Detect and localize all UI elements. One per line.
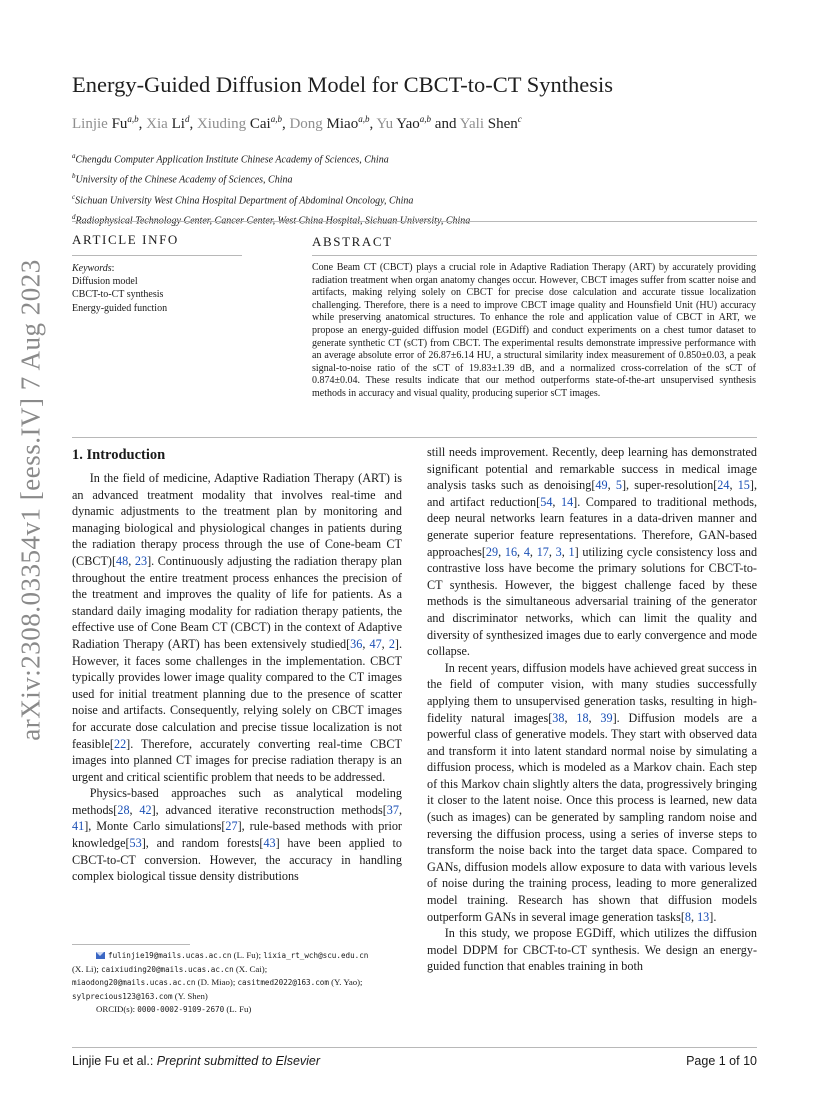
orcid-name: (L. Fu) — [224, 1004, 252, 1015]
citation-link[interactable]: 48 — [116, 553, 129, 568]
affiliation-text: Radiophysical Technology Center, Cancer Center, West China Hospital, Sichuan University, China — [75, 215, 471, 227]
author-affiliation-mark: a,b — [419, 114, 432, 124]
author-name — [72, 116, 139, 132]
citation-link[interactable]: 15 — [737, 478, 750, 493]
envelope-icon — [96, 952, 105, 959]
orcid-id: 0000-0002-9109-2670 — [137, 1005, 225, 1015]
citation-link[interactable]: 43 — [263, 836, 276, 851]
citation-link[interactable]: 37 — [386, 802, 399, 817]
author-affiliation-mark: a,b — [358, 114, 370, 124]
citation-link[interactable]: 49 — [595, 478, 608, 493]
author-family-name: Miao — [326, 116, 359, 132]
author-family-name: Cai — [249, 116, 271, 132]
author-given-name: Yali — [459, 116, 484, 132]
citation-link[interactable]: 17 — [536, 544, 549, 559]
keyword-item: Diffusion model — [72, 276, 138, 288]
affiliation-text: University of the Chinese Academy of Sciences, China — [75, 174, 293, 186]
abstract-divider — [312, 255, 757, 256]
author-family-name: Fu — [111, 116, 128, 132]
affiliation-mark: d — [72, 212, 76, 221]
author-list: Linjie Fu$^{a,b}$, Xia Li$^d$, Xiuding Cai$^{a,b}$, Dong Miao$^{a,b}$, Yu Yao$^{a,b}$ and Yali Shen$^c$ — [72, 114, 522, 132]
footer-divider — [72, 1047, 757, 1048]
citation-link[interactable]: 29 — [485, 544, 499, 559]
citation-link[interactable]: 3 — [555, 544, 562, 559]
affiliation-mark: a — [72, 152, 76, 160]
citation-link[interactable]: 24 — [717, 478, 730, 493]
citation-link[interactable]: 39 — [600, 710, 613, 725]
citation-link[interactable]: 54 — [540, 494, 553, 509]
author-name — [460, 116, 522, 132]
citation-link[interactable]: 4 — [523, 544, 530, 559]
keyword-item: Energy-guided function — [72, 302, 168, 314]
author-given-name: Dong — [289, 116, 323, 132]
paper-title: Energy-Guided Diffusion Model for CBCT-to-CT Synthesis — [72, 72, 614, 97]
title-divider — [72, 221, 757, 222]
author-name — [289, 116, 369, 132]
body-paragraph: Physics-based approaches such as analytical modeling methods[28, 42], advanced iterative reconstruction methods[37, 41], Monte Carlo simulations[27], rule-based methods with prior knowledge[53], and random forests[43] have been applied to CBCT-to-CT conversion. However, the accuracy in handling complex biological tissue density distributions — [72, 786, 403, 884]
footer-citation — [72, 1054, 320, 1068]
article-info-divider — [72, 255, 242, 256]
body-paragraph: In recent years, diffusion models have achieved great success in the field of computer vision, with many studies successfully applying them to unsupervised generation tasks, resulting in high-fidelity natural images[38, 18, 39]. Diffusion models are a powerful class of generative models. They start with observed data and transform it into latent standard normal noise by simulating a diffusion process, which is modeled as a Markov chain. Each step of this Markov chain slightly alters the data, progressively bringing it closer to the latent noise. Once this process is learned, new data (such as images) can be generated by sampling random noise and reversing the diffusion process, using a series of inverse steps to transform the noise back into the target data space. Compared to GANs, diffusion models allow exposure to data with various levels of noise during the training process, leading to more generalized model training. Research has shown that diffusion models outperform GANs in several image generation tasks[8, 13]. — [427, 660, 757, 924]
affiliation-item — [72, 168, 772, 188]
citation-link[interactable]: 2 — [388, 636, 395, 651]
author-family-name: Yao — [396, 116, 420, 132]
author-affiliation-mark: c — [517, 114, 522, 124]
affiliation-list — [72, 148, 772, 229]
keyword-item: CBCT-to-CT synthesis — [72, 289, 164, 301]
footnote-line: sylprecious123@163.com (Y. Shen) — [72, 990, 208, 1001]
affiliation-text: Chengdu Computer Application Institute Chinese Academy of Sciences, China — [75, 154, 389, 166]
author-family-name: Shen — [487, 116, 518, 132]
footnote-line: miaodong20@mails.ucas.ac.cn (D. Miao); casitmed2022@163.com (Y. Yao); — [72, 977, 363, 988]
citation-link[interactable]: 53 — [129, 836, 142, 851]
abstract-text: Cone Beam CT (CBCT) plays a crucial role in Adaptive Radiation Therapy (ART) by accurately providing radiation treatment when organ anatomy changes occur. However, CBCT images suffer from scatter noise and artifacts, making relying solely on CBCT for precise dose calculation and accurate tissue localization challenging. Therefore, there is a need to improve CBCT image quality and Hounsfield Unit (HU) accuracy while preserving anatomical structures. To enhance the role and application value of CBCT in ART, we propose an energy-guided diffusion model (EGDiff) and conduct experiments on a chest tumor dataset to generate synthetic CT (sCT) from CBCT. The experimental results demonstrate impressive performance with an average absolute error of 26.87±6.14 HU, a structural similarity index measurement of 0.850±0.03, a peak signal-to-noise ratio of the sCT of 19.83±1.39 dB, and a normalized cross-correlation of the sCT of 0.874±0.04. These results indicate that our method outperforms state-of-the-art unsupervised synthesis methods in accuracy and visual quality, producing superior sCT images. — [312, 262, 756, 399]
author-affiliation-mark: d — [184, 114, 190, 124]
author-affiliation-mark: a,b — [270, 114, 282, 124]
body-paragraph: In this study, we propose EGDiff, which utilizes the diffusion model DDPM for CBCT-to-CT synthesis. We design an energy-guided function that enables training in both — [427, 926, 757, 974]
author-given-name: Xiuding — [196, 116, 247, 132]
footnote-divider — [72, 944, 190, 945]
footnote-line: fulinjie19@mails.ucas.ac.cn (L. Fu); lixia_rt_wch@scu.edu.cn — [72, 949, 402, 963]
author-affiliation-mark: a,b — [127, 114, 139, 124]
citation-link[interactable]: 16 — [504, 544, 518, 559]
author-given-name: Xia — [146, 116, 168, 132]
affiliation-mark: b — [72, 172, 76, 181]
orcid-line — [72, 1003, 402, 1017]
body-paragraph: still needs improvement. Recently, deep learning has demonstrated significant potential and remarkable success in medical image analysis tasks such as denoising[49, 5], super-resolution[24, 15], and artifact reduction[54, 14]. Compared to traditional methods, deep neural networks learn features in a data-driven manner and generate superior feature representations. Therefore, GAN-based approaches[29, 16, 4, 17, 3, 1] utilizing cycle consistency loss and contrastive loss have become the primary solutions for CBCT-to-CT synthesis. However, the biggest challenge faced by these methods is the simultaneous adversarial training of the generator and discriminator networks, which can limit the quality and diversity of synthesized images due to early convergence and mode collapse. — [427, 445, 758, 659]
citation-link[interactable]: 23 — [134, 553, 148, 568]
citation-link[interactable]: 14 — [560, 494, 574, 509]
citation-link[interactable]: 1 — [568, 544, 575, 559]
citation-link[interactable]: 36 — [350, 636, 363, 651]
citation-link[interactable]: 22 — [113, 736, 127, 751]
affiliation-item — [72, 209, 772, 229]
affiliation-item — [72, 189, 772, 209]
citation-link[interactable]: 5 — [615, 478, 622, 493]
article-info-heading: ARTICLE INFO — [72, 232, 179, 247]
keywords-label: Keywords — [72, 263, 112, 274]
author-name — [376, 116, 431, 132]
footnote — [72, 949, 402, 1017]
citation-link[interactable]: 13 — [697, 909, 710, 924]
citation-link[interactable]: 47 — [369, 636, 382, 651]
orcid-label: ORCID(s): — [96, 1004, 138, 1015]
author-given-name: Yu — [376, 116, 394, 132]
affiliation-mark: c — [72, 192, 76, 201]
email-address[interactable]: caixiuding20@mails.ucas.ac.cn — [101, 964, 234, 974]
intro-right-column — [427, 444, 757, 975]
citation-link[interactable]: 42 — [139, 802, 152, 817]
body-paragraph: In the field of medicine, Adaptive Radiation Therapy (ART) is an advanced treatment modality that involves real-time and dynamic adjustments to the treatment plan by monitoring and managing biological and physiological changes in patients during the radiation therapy process through the use of Cone-beam CT (CBCT)[48, 23]. Continuously adjusting the radiation therapy plan throughout the entire treatment process enhances the precision of the treatment and improves the quality of life for patients. As a standard daily imaging modality for radiation therapy patients, the effective use of Cone Beam CT (CBCT) in the context of Adaptive Radiation Therapy (ART) has been extensively studied[36, 47, 2]. However, it faces some challenges in the implementation. CBCT typically provides lower image quality compared to the CT images used for initial treatment planning due to the presence of scatter noise and artifacts. Consequently, relying solely on CBCT images for accurate dose calculation and precise tissue localization is not feasible[22]. Therefore, accurately converting real-time CBCT images into planned CT images for precise radiation therapy is an urgent and critical scientific problem that needs to be addressed. — [72, 471, 403, 784]
abstract-end-divider — [72, 437, 757, 438]
email-address[interactable]: lixia_rt_wch@scu.edu.cn — [263, 951, 369, 960]
citation-link[interactable]: 18 — [576, 710, 589, 725]
email-address[interactable]: casitmed2022@163.com — [237, 978, 329, 988]
email-address[interactable]: miaodong20@mails.ucas.ac.cn — [72, 978, 196, 988]
email-address[interactable]: fulinjie19@mails.ucas.ac.cn — [108, 951, 232, 960]
citation-link[interactable]: 27 — [225, 819, 238, 834]
abstract-heading: ABSTRACT — [312, 234, 393, 249]
citation-link[interactable]: 8 — [684, 909, 691, 924]
author-name — [146, 116, 189, 132]
author-family-name: Li — [171, 116, 185, 132]
arxiv-sidebar — [6, 259, 56, 741]
affiliation-item — [72, 148, 772, 168]
section-heading-introduction: 1. Introduction — [72, 447, 166, 463]
footer-journal: Preprint submitted to Elsevier — [156, 1054, 321, 1068]
footnote-line: (X. Li); caixiuding20@mails.ucas.ac.cn (X. Cai); — [72, 963, 268, 974]
affiliation-text: Sichuan University West China Hospital Department of Abdominal Oncology, China — [75, 194, 414, 206]
author-name — [197, 116, 282, 132]
citation-link[interactable]: 41 — [72, 819, 85, 834]
footer-author: Linjie Fu et al.: — [72, 1054, 154, 1068]
citation-link[interactable]: 28 — [117, 802, 130, 817]
arxiv-id: arXiv:2308.03354v1 [eess.IV] 7 Aug 2023 — [15, 259, 46, 741]
author-given-name: Linjie — [72, 116, 108, 132]
intro-left-column — [72, 470, 402, 885]
keywords-block: Keywords: Diffusion model CBCT-to-CT synthesis Energy-guided function — [72, 262, 272, 315]
page-number: Page 1 of 10 — [686, 1054, 757, 1068]
email-address[interactable]: sylprecious123@163.com — [72, 991, 173, 1001]
citation-link[interactable]: 38 — [552, 710, 565, 725]
